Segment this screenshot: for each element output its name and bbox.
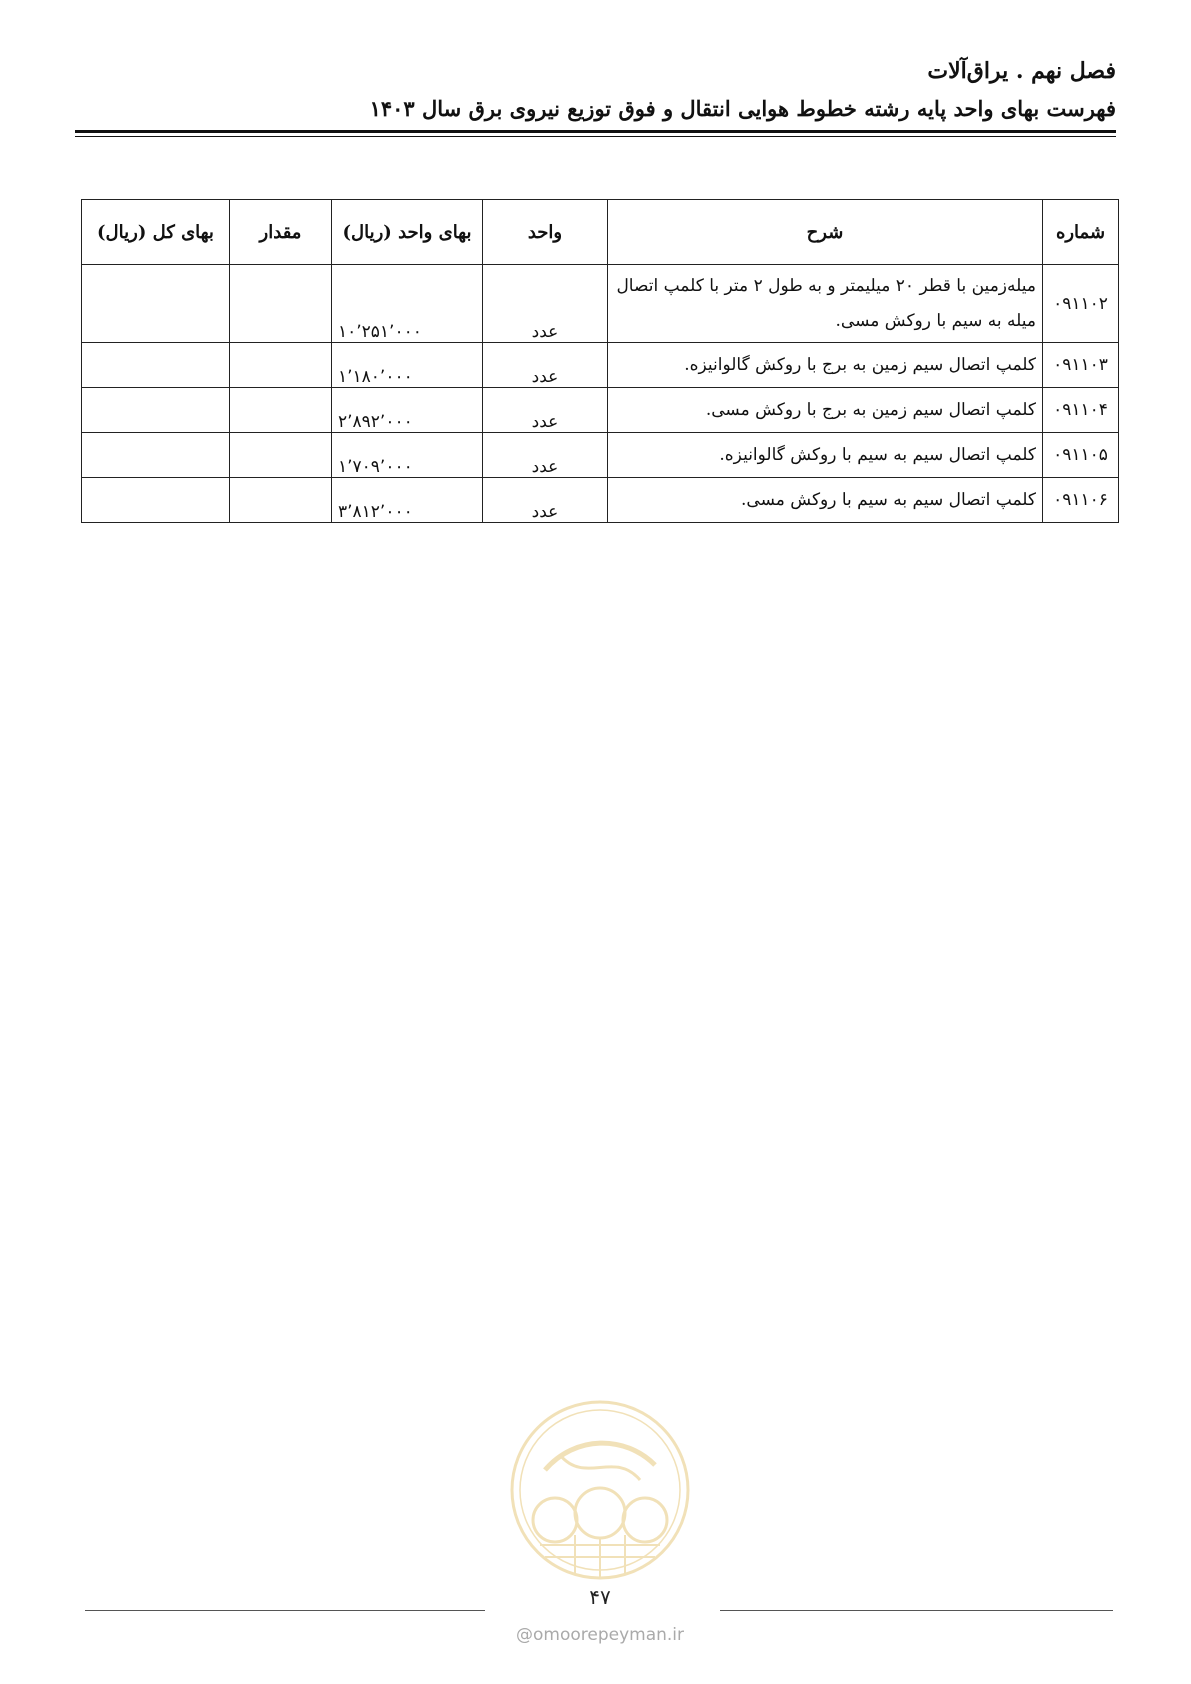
table-row (82, 478, 1119, 523)
watermark-logo (505, 1395, 695, 1585)
row-description: کلمپ اتصال سیم به سیم با روکش مسی. (608, 478, 1043, 523)
footer-rule-right (720, 1610, 1113, 1611)
row-unit-price: ۲٬۸۹۲٬۰۰۰ (332, 388, 483, 433)
row-unit: عدد (483, 433, 608, 478)
row-unit: عدد (483, 343, 608, 388)
page-number: ۴۷ (589, 1585, 611, 1609)
table-row (82, 388, 1119, 433)
header-quantity: مقدار (230, 200, 332, 265)
row-unit: عدد (483, 388, 608, 433)
header-total-price: بهای کل (ریال) (82, 200, 230, 265)
row-code: ۰۹۱۱۰۵ (1043, 433, 1119, 478)
row-unit: عدد (483, 265, 608, 343)
chapter-title: فصل نهم . یراق‌آلات (927, 58, 1116, 84)
row-code: ۰۹۱۱۰۶ (1043, 478, 1119, 523)
row-description: کلمپ اتصال سیم زمین به برج با روکش گالوانیزه. (608, 343, 1043, 388)
row-unit-price: ۳٬۸۱۲٬۰۰۰ (332, 478, 483, 523)
row-code: ۰۹۱۱۰۲ (1043, 265, 1119, 343)
row-total-price (82, 433, 230, 478)
table-row (82, 265, 1119, 343)
header-rule-thick (75, 130, 1116, 133)
row-quantity (230, 478, 332, 523)
footer-rule-left (85, 1610, 485, 1611)
row-total-price (82, 265, 230, 343)
row-unit-price: ۱٬۱۸۰٬۰۰۰ (332, 343, 483, 388)
row-quantity (230, 265, 332, 343)
table-row (82, 343, 1119, 388)
website-link[interactable]: @omoorepeyman.ir (515, 1625, 685, 1645)
document-title: فهرست بهای واحد پایه رشته خطوط هوایی انتقال و فوق توزیع نیروی برق سال ۱۴۰۳ (369, 96, 1116, 121)
row-quantity (230, 343, 332, 388)
header-description: شرح (608, 200, 1043, 265)
row-description: کلمپ اتصال سیم زمین به برج با روکش مسی. (608, 388, 1043, 433)
row-quantity (230, 388, 332, 433)
row-unit-price: ۱٬۷۰۹٬۰۰۰ (332, 433, 483, 478)
row-code: ۰۹۱۱۰۳ (1043, 343, 1119, 388)
header-unit: واحد (483, 200, 608, 265)
row-description: میله‌زمین با قطر ۲۰ میلیمتر و به طول ۲ متر با کلمپ اتصال میله به سیم با روکش مسی. (608, 265, 1043, 343)
row-quantity (230, 433, 332, 478)
header-rule-thin (75, 136, 1116, 137)
price-table (81, 199, 1119, 523)
row-code: ۰۹۱۱۰۴ (1043, 388, 1119, 433)
row-description: کلمپ اتصال سیم به سیم با روکش گالوانیزه. (608, 433, 1043, 478)
row-unit: عدد (483, 478, 608, 523)
table-row (82, 433, 1119, 478)
row-total-price (82, 478, 230, 523)
row-total-price (82, 388, 230, 433)
row-total-price (82, 343, 230, 388)
header-unit-price: بهای واحد (ریال) (332, 200, 483, 265)
header-code: شماره (1043, 200, 1119, 265)
table-header-row (82, 200, 1119, 265)
row-unit-price: ۱۰٬۲۵۱٬۰۰۰ (332, 265, 483, 343)
